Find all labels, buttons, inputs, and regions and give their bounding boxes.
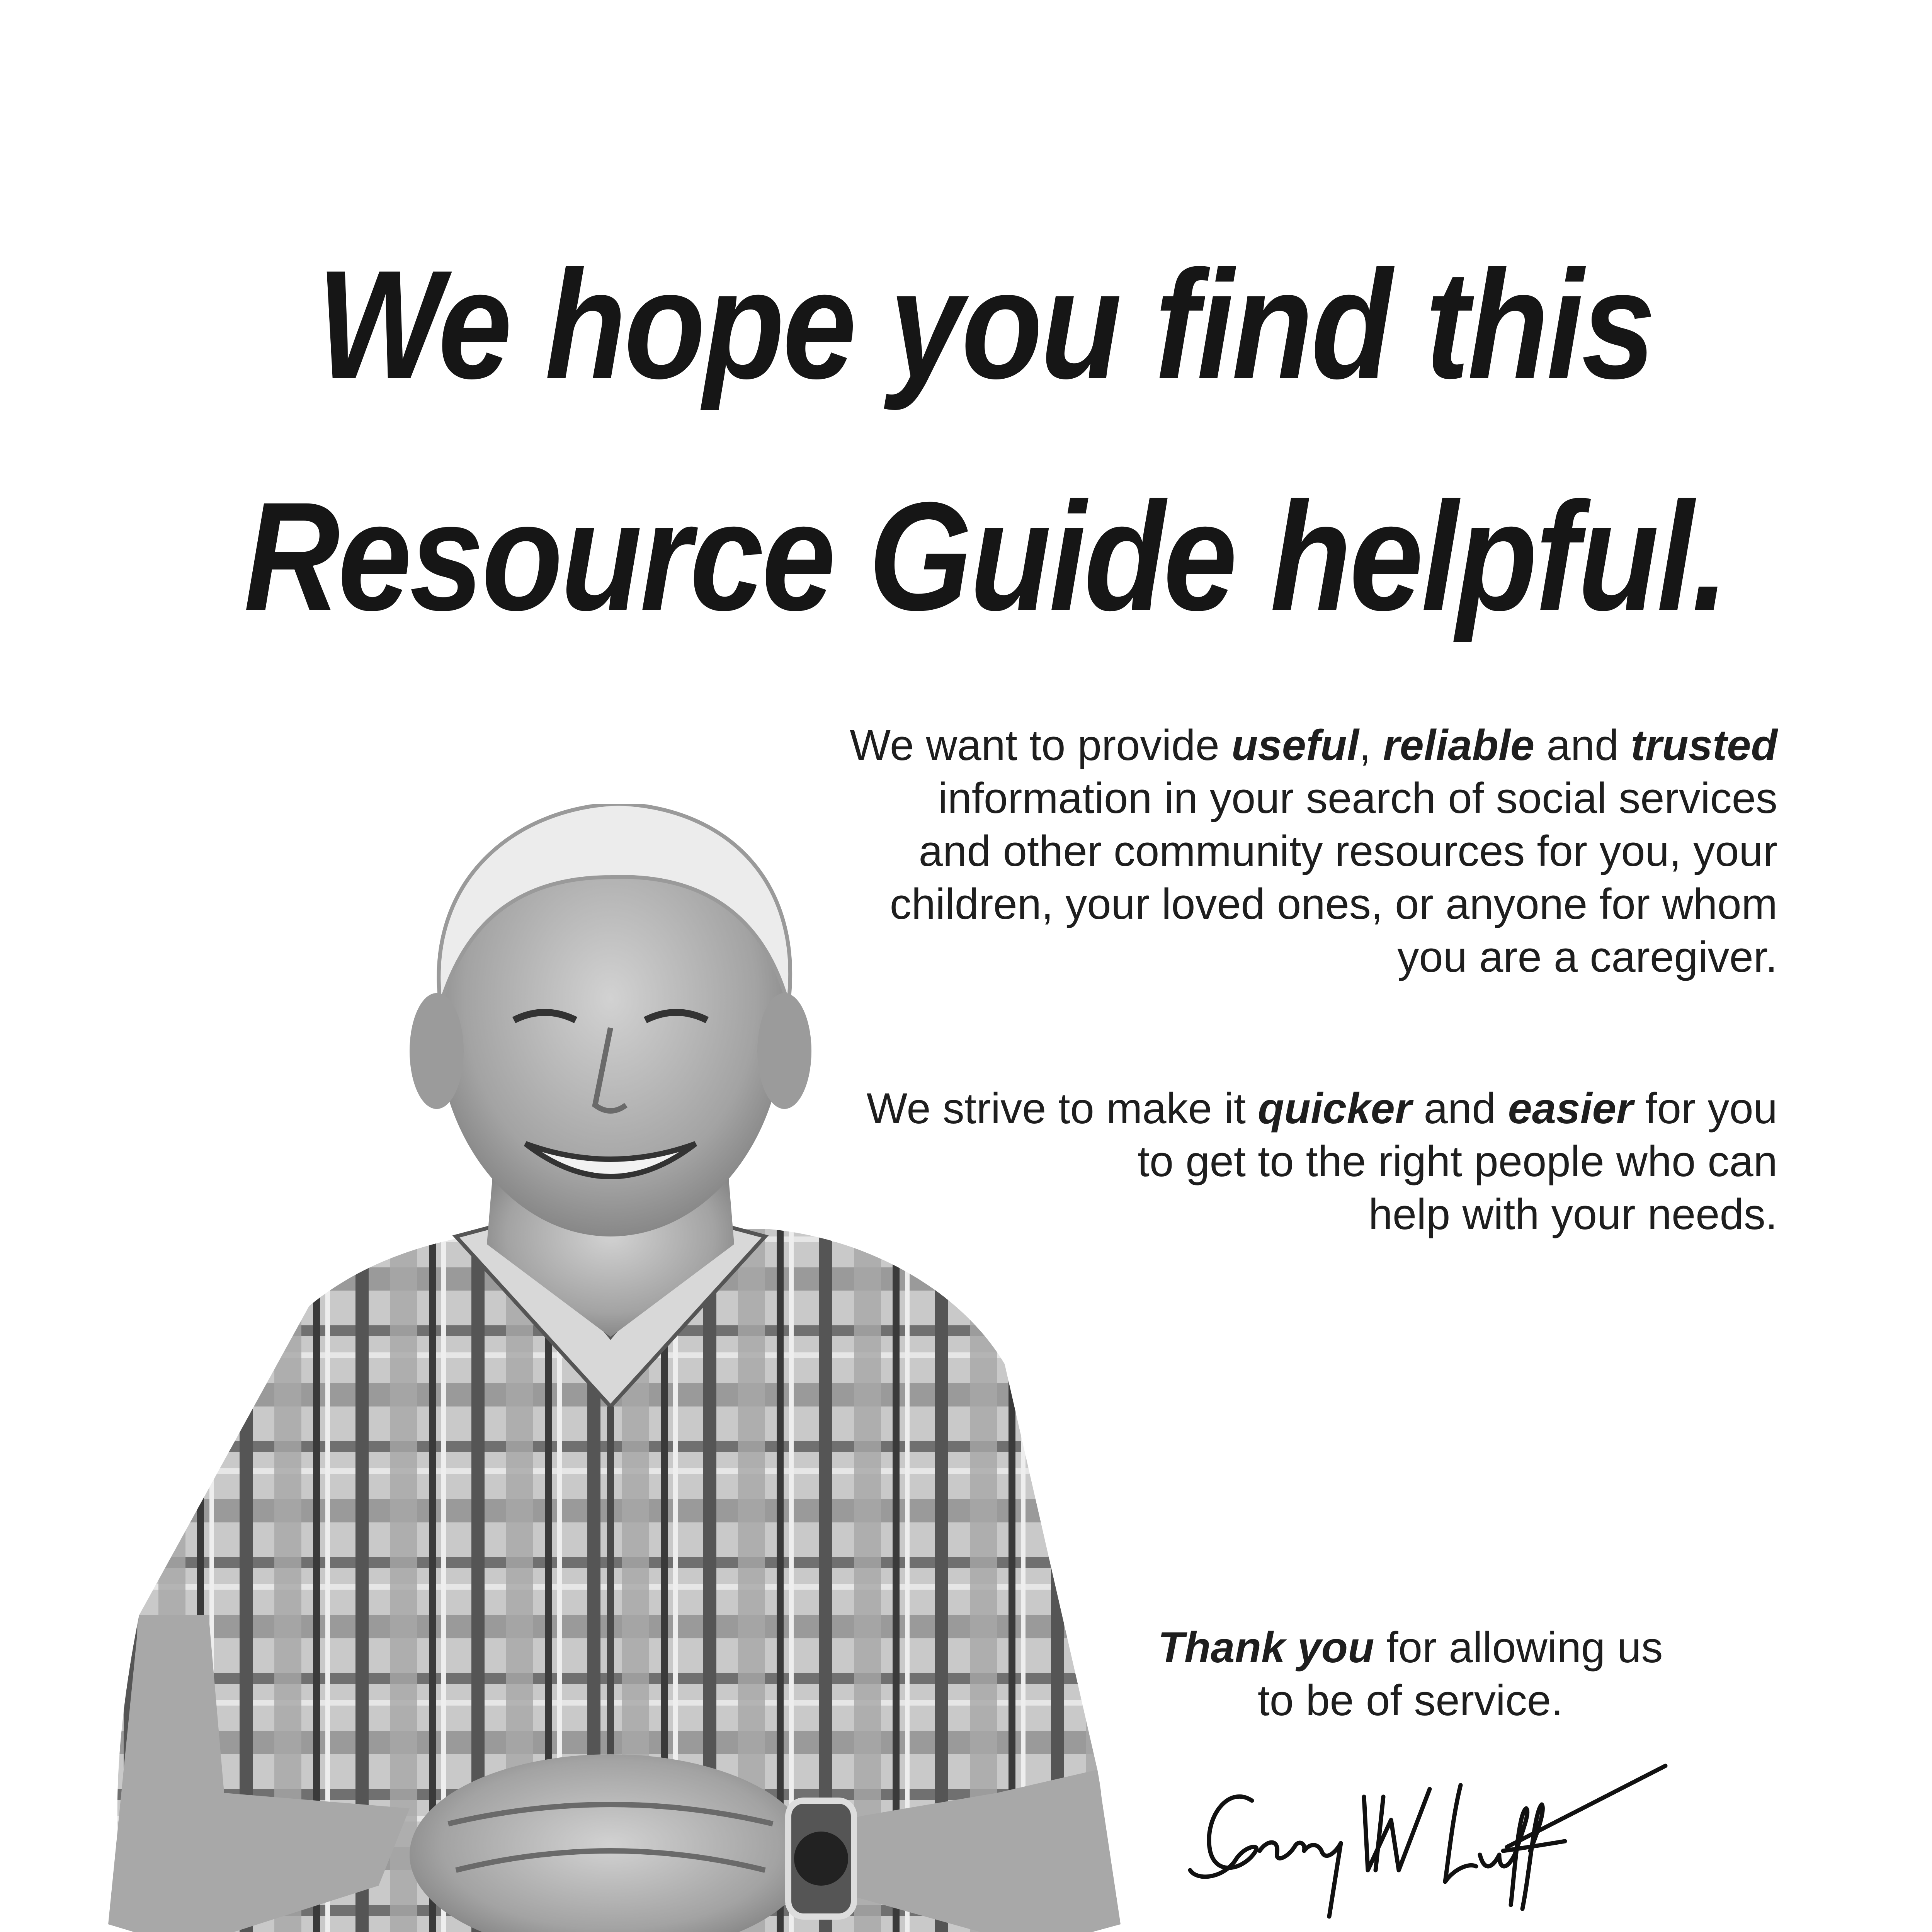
intro-row-4: children, your loved ones, or anyone for whom bbox=[889, 880, 1777, 928]
emphasis-reliable: reliable bbox=[1383, 721, 1535, 769]
strive-text: We strive to make it bbox=[866, 1084, 1258, 1133]
handwritten-signature bbox=[1182, 1754, 1685, 1932]
headline-line-1: We hope you find this bbox=[317, 238, 1654, 411]
intro-row-2: information in your search of social services bbox=[938, 774, 1777, 822]
strive-text: for you bbox=[1633, 1084, 1777, 1133]
thanks-row-1 bbox=[1043, 1621, 1777, 1674]
emphasis-trusted: trusted bbox=[1631, 721, 1777, 769]
strive-row-2: to get to the right people who can bbox=[1137, 1137, 1777, 1185]
strive-row-3: help with your needs. bbox=[1368, 1190, 1777, 1238]
portrait-photo bbox=[108, 804, 1121, 1932]
headline-line-2: Resource Guide helpful. bbox=[244, 470, 1727, 643]
thank-you-note bbox=[1043, 1621, 1777, 1727]
intro-row-5: you are a caregiver. bbox=[1397, 933, 1777, 981]
emphasis-useful: useful bbox=[1231, 721, 1359, 769]
intro-row-3: and other community resources for you, your bbox=[918, 827, 1777, 875]
intro-text: We want to provide bbox=[850, 721, 1232, 769]
emphasis-quicker: quicker bbox=[1258, 1084, 1412, 1133]
emphasis-easier: easier bbox=[1508, 1084, 1633, 1133]
intro-text: , bbox=[1359, 721, 1383, 769]
strive-text: and bbox=[1412, 1084, 1508, 1133]
emphasis-thank-you: Thank you bbox=[1158, 1623, 1374, 1672]
page-headline bbox=[238, 209, 1733, 672]
thanks-row-2: to be of service. bbox=[1257, 1676, 1563, 1725]
thanks-text: for allowing us bbox=[1374, 1623, 1663, 1672]
intro-text: and bbox=[1534, 721, 1631, 769]
intro-row-1 bbox=[657, 719, 1777, 772]
